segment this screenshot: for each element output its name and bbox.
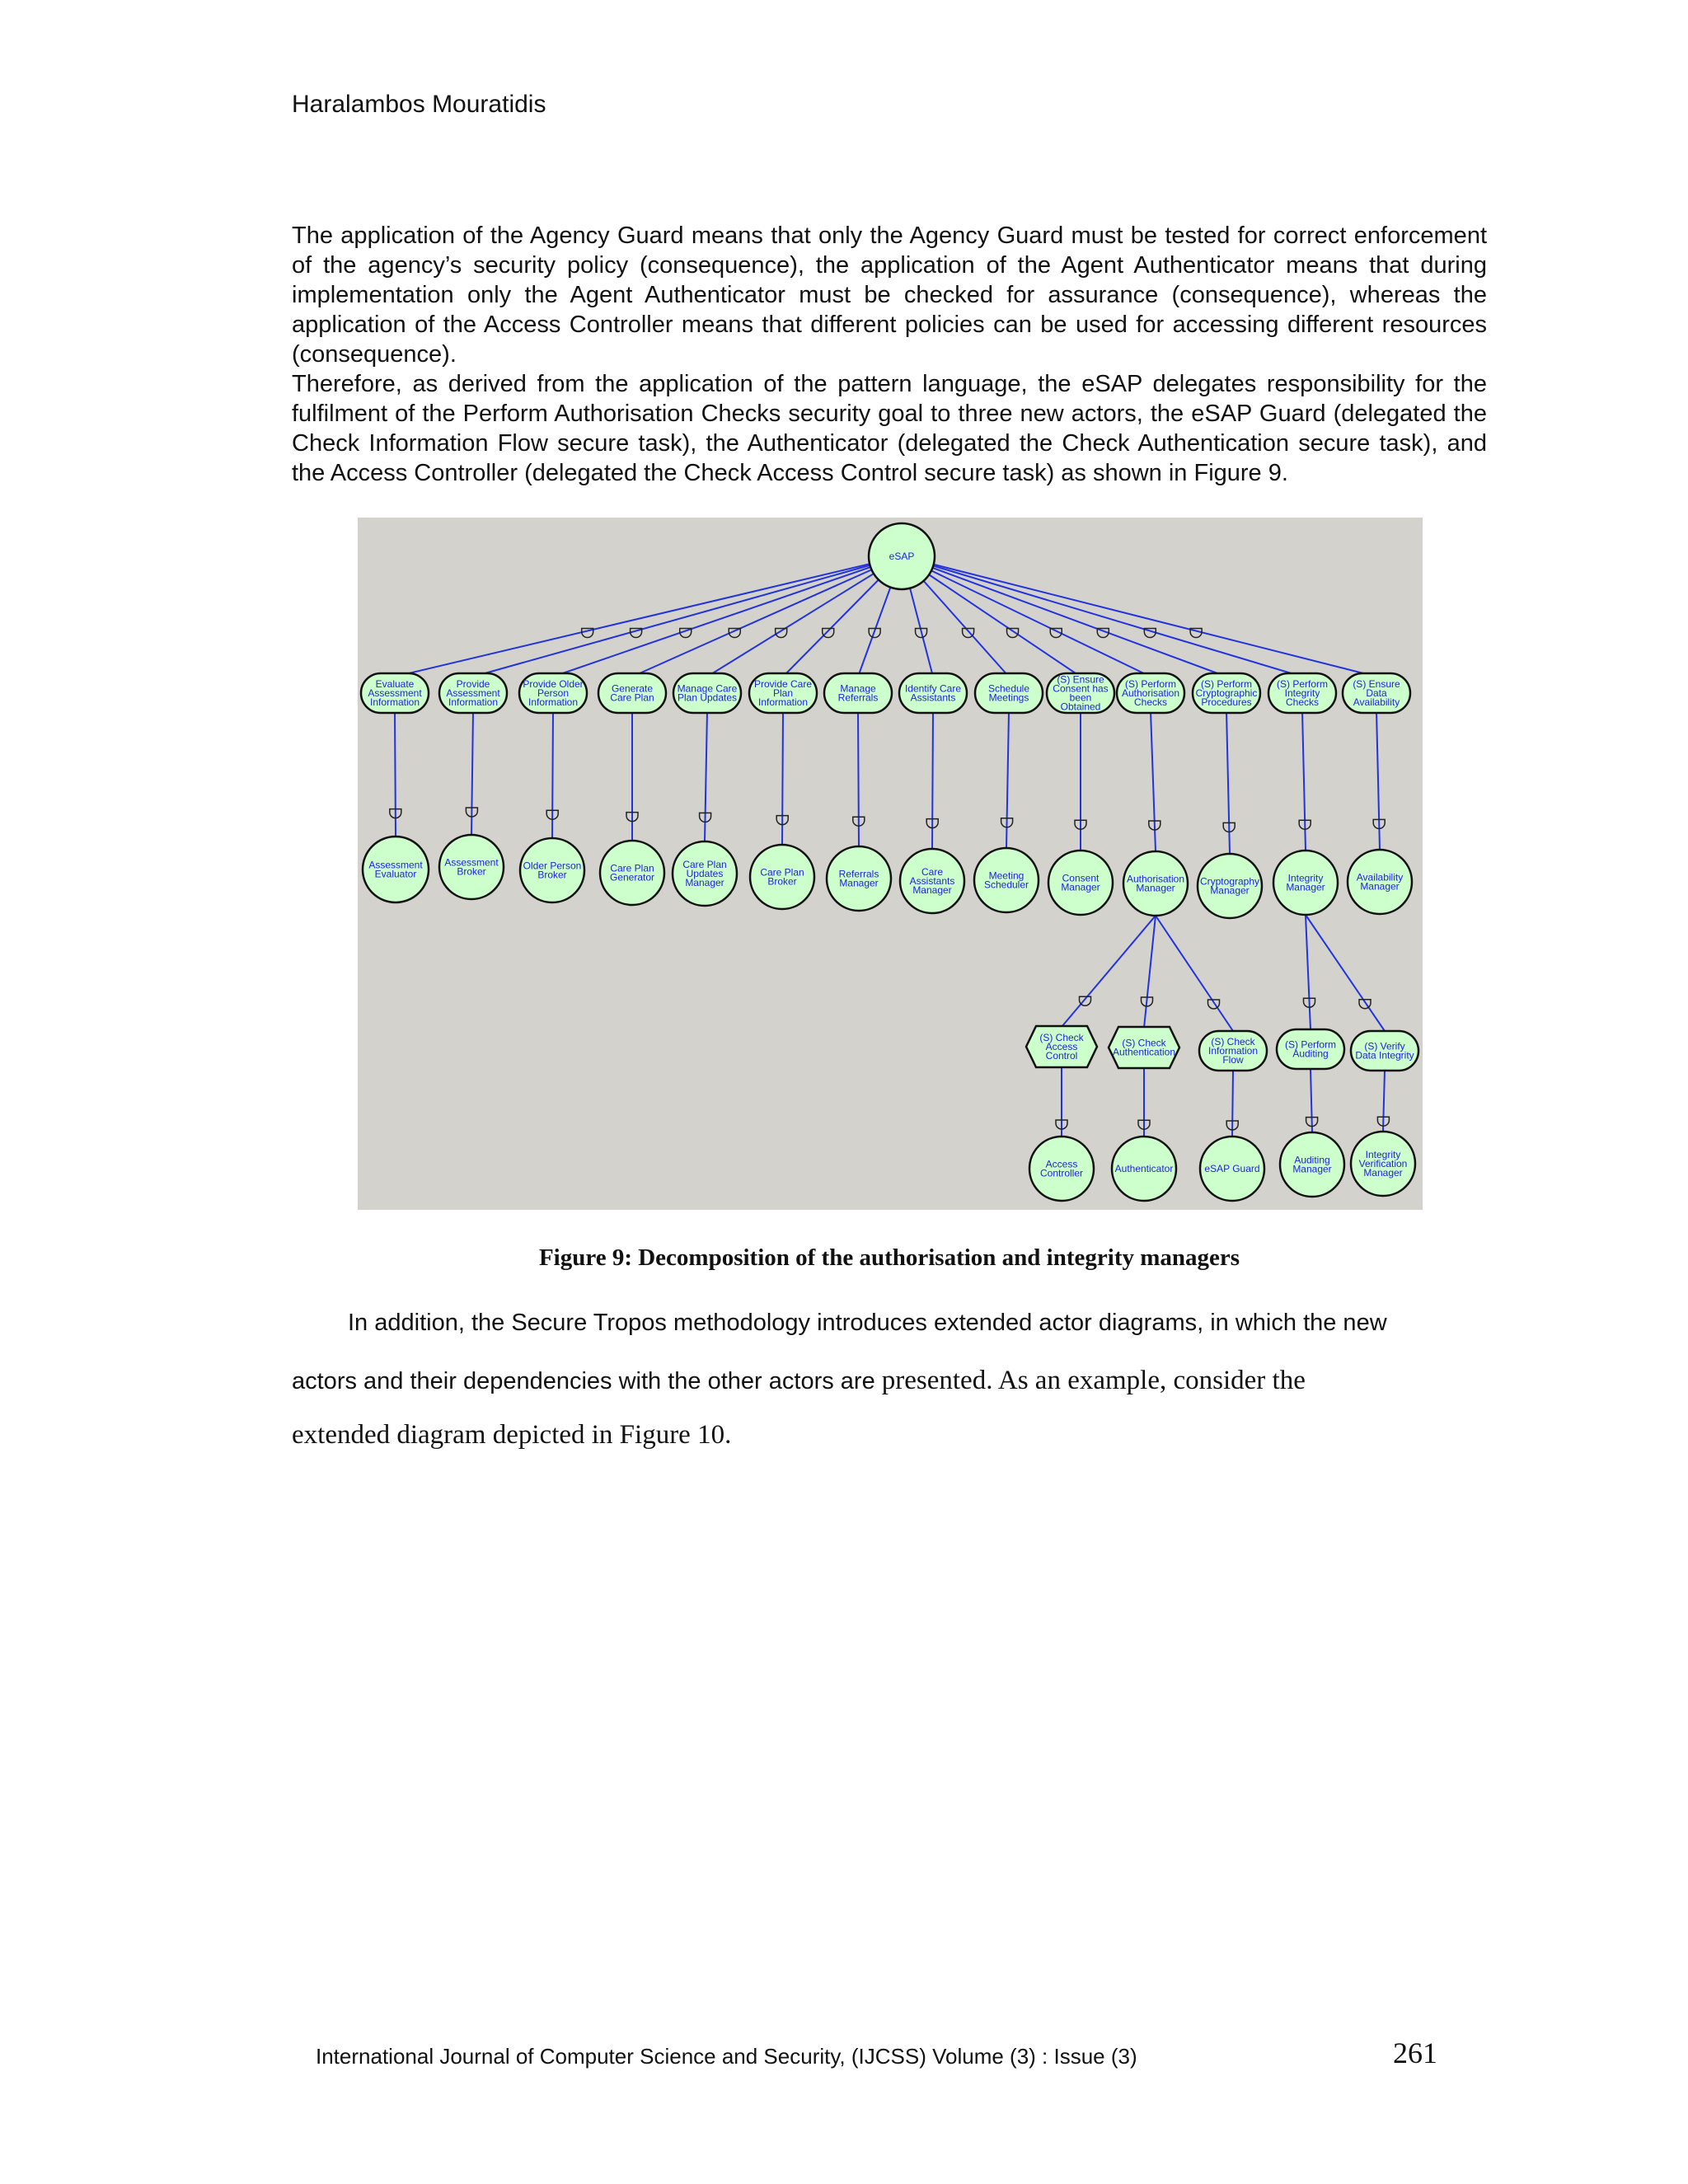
actor-label: Authorisation Manager xyxy=(1126,873,1185,894)
edge-actor-subtask xyxy=(1062,916,1156,1027)
page-number: 261 xyxy=(1393,2036,1437,2069)
edge-root-goal xyxy=(902,556,1151,677)
actor-label: Care Plan Broker xyxy=(760,866,804,888)
paragraph-3-line-3: extended diagram depicted in Figure 10. xyxy=(292,1420,732,1450)
edge-actor-subtask xyxy=(1306,915,1311,1029)
paragraph-2: Therefore, as derived from the application of the pattern language, the eSAP delegates responsibility for the fulfilment of the Perform Authorisation Checks security goal to three new actors, the eSAP Guard (delegated the Check Information Flow secure task), the Authenticator (delegated the Check Authentication secure task), and the Access Controller (delegated the Check Access Control secure task) as shown in Figure 9. xyxy=(292,371,1487,486)
edge-root-goal xyxy=(707,556,902,677)
actor-label: Care Plan Updates Manager xyxy=(682,859,727,888)
figure-9 xyxy=(358,518,1423,1210)
paragraph-3-line-2 xyxy=(292,1352,1495,1410)
goal-label: (S) Ensure Data Availability xyxy=(1353,678,1400,708)
edge-root-goal xyxy=(902,556,1302,677)
goal-label: Evaluate Assessment Information xyxy=(368,678,422,708)
paragraph-3-line-2b: presented. As an example, consider the xyxy=(881,1366,1306,1395)
goal-label: Identify Care Assistants xyxy=(904,682,962,704)
sub-actor-label: Authenticator xyxy=(1114,1163,1174,1174)
figure-caption: Figure 9: Decomposition of the authorisation and integrity managers xyxy=(538,1244,1240,1271)
edge-root-goal xyxy=(632,556,902,677)
edge-root-goal xyxy=(473,556,902,677)
subtask-label: (S) Perform Auditing xyxy=(1284,1038,1337,1060)
actor-label: Integrity Manager xyxy=(1286,872,1325,893)
actor-label: Meeting Scheduler xyxy=(983,869,1029,891)
goal-label: Generate Care Plan xyxy=(610,682,654,704)
subtask-label: (S) Check Information Flow xyxy=(1207,1036,1259,1066)
goal-label: (S) Perform Cryptographic Procedures xyxy=(1195,678,1258,708)
actor-label: Care Plan Generator xyxy=(609,862,655,883)
edge-root-goal xyxy=(902,556,1226,677)
paragraph-3-line-2a: actors and their dependencies with the other actors are xyxy=(292,1368,882,1394)
actor-label: Care Assistants Manager xyxy=(909,866,955,896)
edge-actor-subtask xyxy=(1306,915,1385,1031)
sub-actor-label: eSAP Guard xyxy=(1204,1163,1260,1174)
paragraph-3 xyxy=(292,1302,1495,1460)
sub-actor-label: Auditing Manager xyxy=(1292,1154,1332,1175)
paragraph-1: The application of the Agency Guard means that only the Agency Guard must be tested for correct enforcement of the agency’s security policy (consequence), the application of the Agent Authenticator means that during implementation only the Agent Authenticator must be checked for assurance (consequence), whereas the application of the Access Controller means that different policies can be used for accessing different resources (consequence). xyxy=(292,223,1487,368)
edge-root-goal xyxy=(902,556,1376,677)
goal-label: (S) Perform Authorisation Checks xyxy=(1121,678,1180,708)
goal-label: Provide Older Person Information xyxy=(523,678,584,708)
decomposition-diagram xyxy=(358,518,1423,1210)
actor-label: Referrals Manager xyxy=(838,868,879,889)
goal-label: Provide Care Plan Information xyxy=(753,678,813,708)
journal-footer: International Journal of Computer Science and Security, (IJCSS) Volume (3) : Issue (3) xyxy=(316,2044,1137,2069)
goal-label: Provide Assessment Information xyxy=(446,678,500,708)
subtask-label: (S) Check Authentication xyxy=(1112,1037,1176,1058)
edge-actor-subtask xyxy=(1144,916,1156,1028)
paragraph-3-line-1: In addition, the Secure Tropos methodology introduces extended actor diagrams, in which the new xyxy=(348,1310,1387,1336)
edge-subtask-actor xyxy=(1232,1071,1233,1137)
goal-label: (S) Perform Integrity Checks xyxy=(1276,678,1329,708)
actor-label: Assessment Broker xyxy=(444,856,499,878)
edge-actor-subtask xyxy=(1156,916,1233,1031)
goal-label: Schedule Meetings xyxy=(987,682,1030,704)
root-actor-label: eSAP xyxy=(889,551,915,562)
subtask-label: (S) Check Access Control xyxy=(1039,1032,1084,1062)
sub-actor-label: Integrity Verification Manager xyxy=(1358,1149,1408,1179)
goal-label: Manage Care Plan Updates xyxy=(677,682,738,704)
edge-root-goal xyxy=(553,556,902,677)
edge-subtask-actor xyxy=(1383,1071,1385,1132)
actor-label: Availability Manager xyxy=(1356,871,1404,893)
subtask-label: (S) Verify Data Integrity xyxy=(1355,1040,1414,1062)
actor-label: Assessment Evaluator xyxy=(368,859,423,880)
sub-actor-label: Access Controller xyxy=(1039,1158,1084,1179)
actor-label: Cryptography Manager xyxy=(1199,875,1260,897)
goal-label: (S) Ensure Consent has been Obtained xyxy=(1053,673,1109,713)
running-header: Haralambos Mouratidis xyxy=(292,91,546,118)
actor-label: Older Person Broker xyxy=(523,860,582,881)
edge-subtask-actor xyxy=(1311,1069,1312,1132)
actor-label: Consent Manager xyxy=(1061,872,1100,893)
goal-label: Manage Referrals xyxy=(837,682,879,704)
edge-root-goal xyxy=(395,556,902,677)
